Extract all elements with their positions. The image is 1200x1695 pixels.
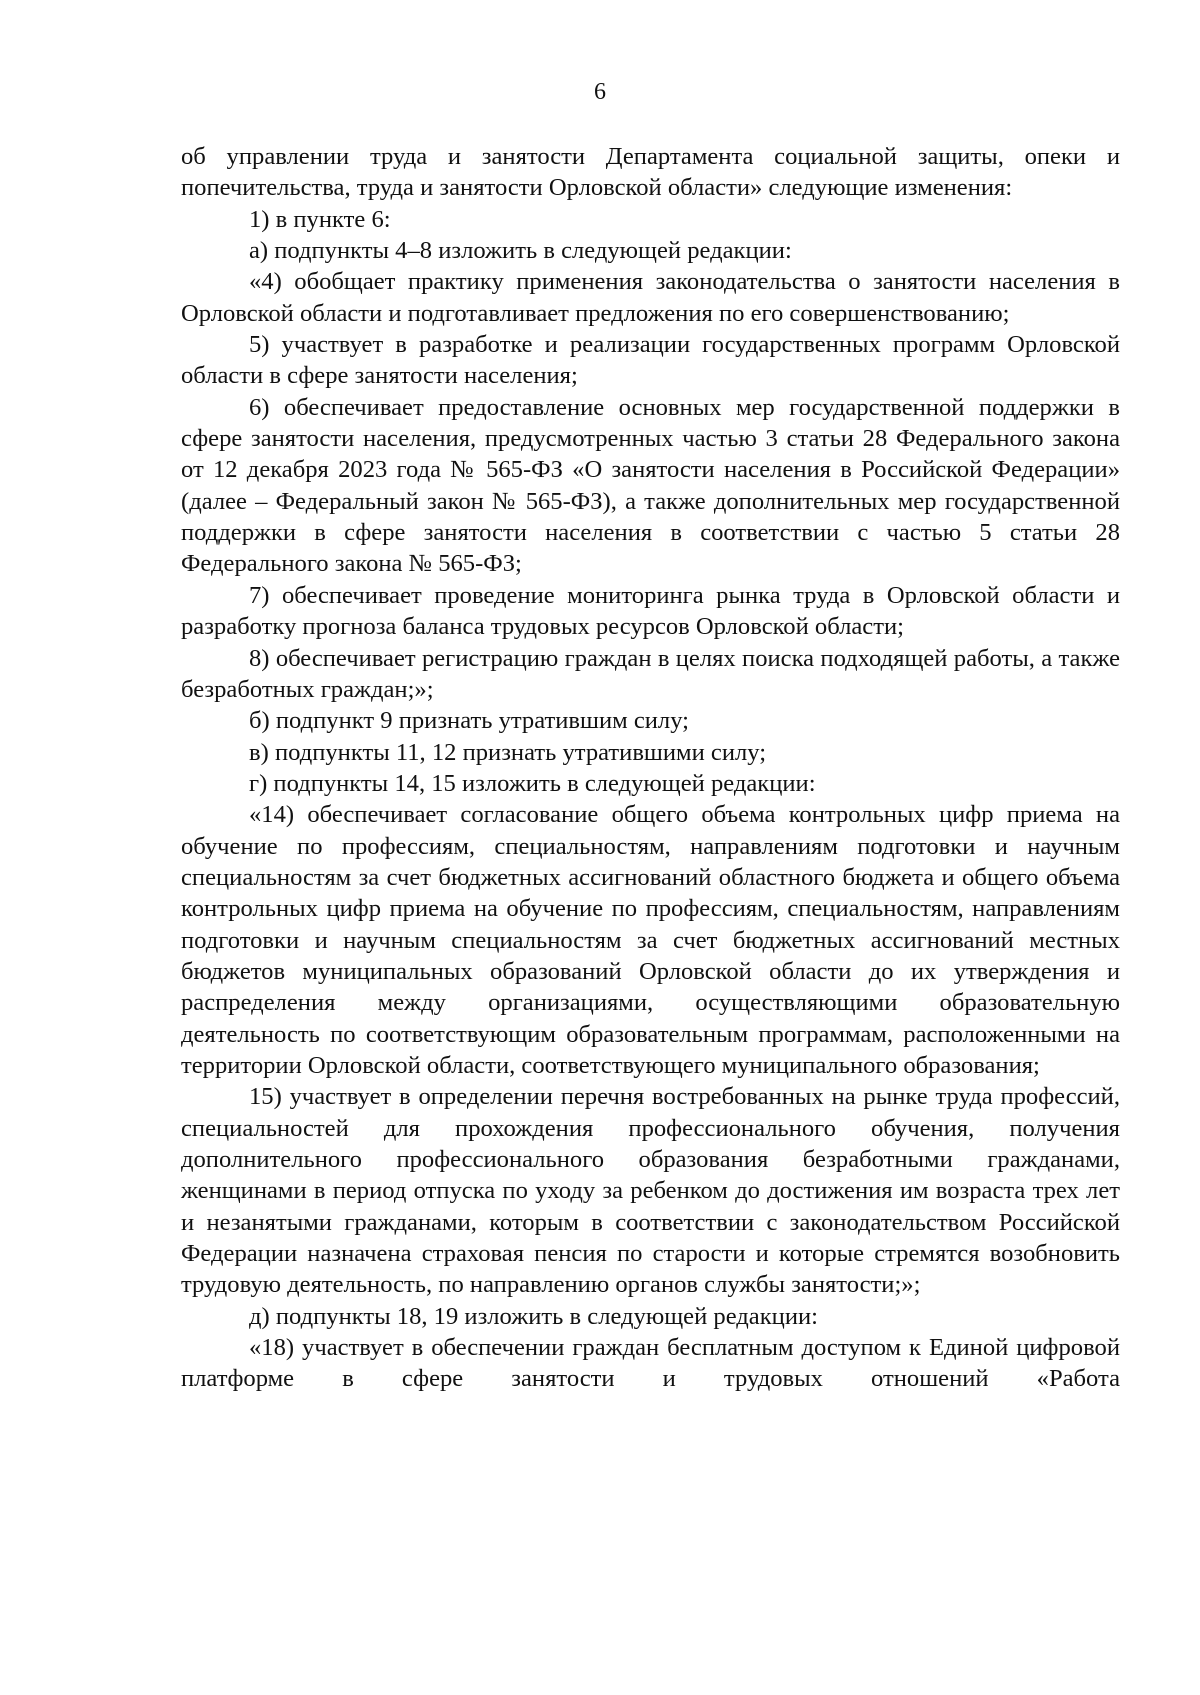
paragraph-intro: об управлении труда и занятости Департамента социальной защиты, опеки и попечительства, труда и занятости Орловской области» следующие изменения: bbox=[181, 143, 1120, 202]
paragraph-subitem-g: г) подпункты 14, 15 изложить в следующей редакции: bbox=[249, 769, 816, 797]
paragraph-subitem-a: а) подпункты 4–8 изложить в следующей редакции: bbox=[249, 237, 792, 265]
document-body bbox=[181, 141, 1120, 1395]
paragraph-subitem-d: д) подпункты 18, 19 изложить в следующей редакции: bbox=[249, 1302, 818, 1330]
page-number: 6 bbox=[594, 79, 606, 105]
paragraph-point-15: 15) участвует в определении перечня востребованных на рынке труда профессий, специальностей для прохождения профессионального обучения, получения дополнительного профессионального образования безработными гражданами, женщинами в период отпуска по уходу за ребенком до достижения им возраста трех лет и незанятыми гражданами, которым в соответствии с законодательством Российской Федерации назначена страховая пенсия по старости и которые стремятся возобновить трудовую деятельность, по направлению органов службы занятости;»; bbox=[181, 1083, 1120, 1299]
paragraph-point-14: «14) обеспечивает согласование общего объема контрольных цифр приема на обучение по профессиям, специальностям, направлениям подготовки и научным специальностям за счет бюджетных ассигнований областного бюджета и общего объема контрольных цифр приема на обучение по профессиям, специальностям, направлениям подготовки и научным специальностям за счет бюджетных ассигнований местных бюджетов муниципальных образований Орловской области до их утверждения и распределения между организациями, осуществляющими образовательную деятельность по соответствующим образовательным программам, расположенными на территории Орловской области, соответствующего муниципального образования; bbox=[181, 801, 1120, 1079]
paragraph-point-4: «4) обобщает практику применения законодательства о занятости населения в Орловской области и подготавливает предложения по его совершенствованию; bbox=[181, 268, 1120, 327]
paragraph-subitem-b: б) подпункт 9 признать утратившим силу; bbox=[249, 707, 689, 735]
paragraph-point-5: 5) участвует в разработке и реализации государственных программ Орловской области в сфере занятости населения; bbox=[181, 331, 1120, 390]
paragraph-subitem-v: в) подпункты 11, 12 признать утратившими силу; bbox=[249, 738, 767, 766]
paragraph-item-1: 1) в пункте 6: bbox=[249, 205, 391, 233]
paragraph-point-6: 6) обеспечивает предоставление основных мер государственной поддержки в сфере занятости населения, предусмотренных частью 3 статьи 28 Федерального закона от 12 декабря 2023 года № 565-ФЗ «О занятости населения в Российской Федерации» (далее – Федеральный закон № 565-ФЗ), а также дополнительных мер государственной поддержки в сфере занятости населения в соответствии с частью 5 статьи 28 Федерального закона № 565-ФЗ; bbox=[181, 393, 1120, 578]
paragraph-point-18: «18) участвует в обеспечении граждан бесплатным доступом к Единой цифровой платформе в сфере занятости и трудовых отношений «Работа bbox=[181, 1334, 1120, 1393]
paragraph-point-8: 8) обеспечивает регистрацию граждан в целях поиска подходящей работы, а также безработных граждан;»; bbox=[181, 644, 1120, 703]
paragraph-point-7: 7) обеспечивает проведение мониторинга рынка труда в Орловской области и разработку прогноза баланса трудовых ресурсов Орловской области; bbox=[181, 581, 1120, 641]
